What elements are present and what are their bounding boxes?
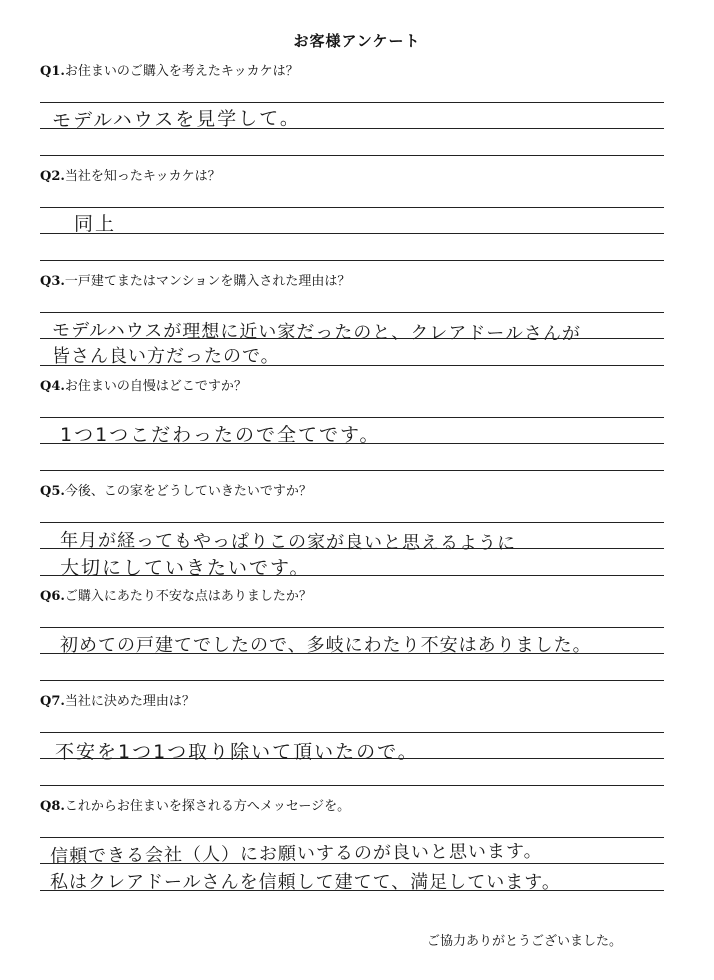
answer-line [40,233,664,234]
question-4 [40,375,247,394]
answer-line [40,732,664,733]
answer-line [40,155,664,156]
answer-text: 初めての戸建てでしたので、多岐にわたり不安はありました。 [60,635,592,656]
answer-line [40,785,664,786]
answer-line [40,417,664,418]
question-text: これからお住まいを探される方へメッセージを。 [64,799,351,814]
question-6 [40,585,312,604]
question-text: 当社に決めた理由は？ [64,694,195,709]
question-text: ご購入にあたり不安な点はありましたか？ [64,589,312,604]
answer-line [40,548,664,549]
answer-text: 同上 [74,213,117,235]
answer-text: 不安を1つ1つ取り除いて頂いたので。 [55,741,419,763]
question-number: Q6. [40,589,65,604]
answer-line [40,312,664,313]
closing-message: ご協力ありがとうございました。 [426,934,622,949]
question-number: Q5. [40,484,65,499]
answer-line [40,627,664,628]
answer-line [40,260,664,261]
answer-text: モデルハウスを見学して。 [51,107,301,132]
question-text: お住まいのご購入を考えたキッカケは？ [64,64,299,79]
question-number: Q8. [40,799,65,814]
answer-text: 年月が経ってもやっぱりこの家が良いと思えるように [59,530,517,555]
question-3 [40,270,350,289]
question-2 [40,165,221,184]
answer-line [40,102,664,103]
answer-line [40,365,664,366]
answer-text: 大切にしていきたいです。 [60,557,311,579]
answer-line [40,522,664,523]
question-number: Q7. [40,694,65,709]
question-7 [40,690,195,709]
answer-line [40,758,664,759]
question-text: お住まいの自慢はどこですか？ [64,379,247,394]
question-number: Q3. [40,274,65,289]
answer-line [40,653,664,654]
answer-line [40,890,664,891]
question-number: Q1. [40,64,65,79]
question-5 [40,480,312,499]
answer-text: 私はクレアドールさんを信頼して建てて、満足しています。 [50,872,561,893]
question-text: 一戸建てまたはマンションを購入された理由は？ [64,274,351,289]
answer-line [40,128,664,129]
answer-line [40,470,664,471]
answer-line [40,863,664,864]
question-1 [40,60,299,79]
answer-text: 信頼できる会社（人）にお願いするのが良いと思います。 [49,840,543,867]
answer-line [40,575,664,576]
question-8 [40,795,350,814]
page-title: お客様アンケート [293,32,421,50]
answer-text: 皆さん良い方だったので。 [52,346,280,367]
question-text: 今後、この家をどうしていきたいですか？ [64,484,312,499]
answer-line [40,207,664,208]
answer-line [40,680,664,681]
answer-line [40,443,664,444]
question-number: Q4. [40,379,65,394]
question-number: Q2. [40,169,65,184]
question-text: 当社を知ったキッカケは？ [64,169,221,184]
answer-text: 1つ1つこだわったので全てです。 [60,424,381,446]
answer-text: モデルハウスが理想に近い家だったのと、クレアドールさんが [51,320,581,345]
answer-line [40,338,664,339]
